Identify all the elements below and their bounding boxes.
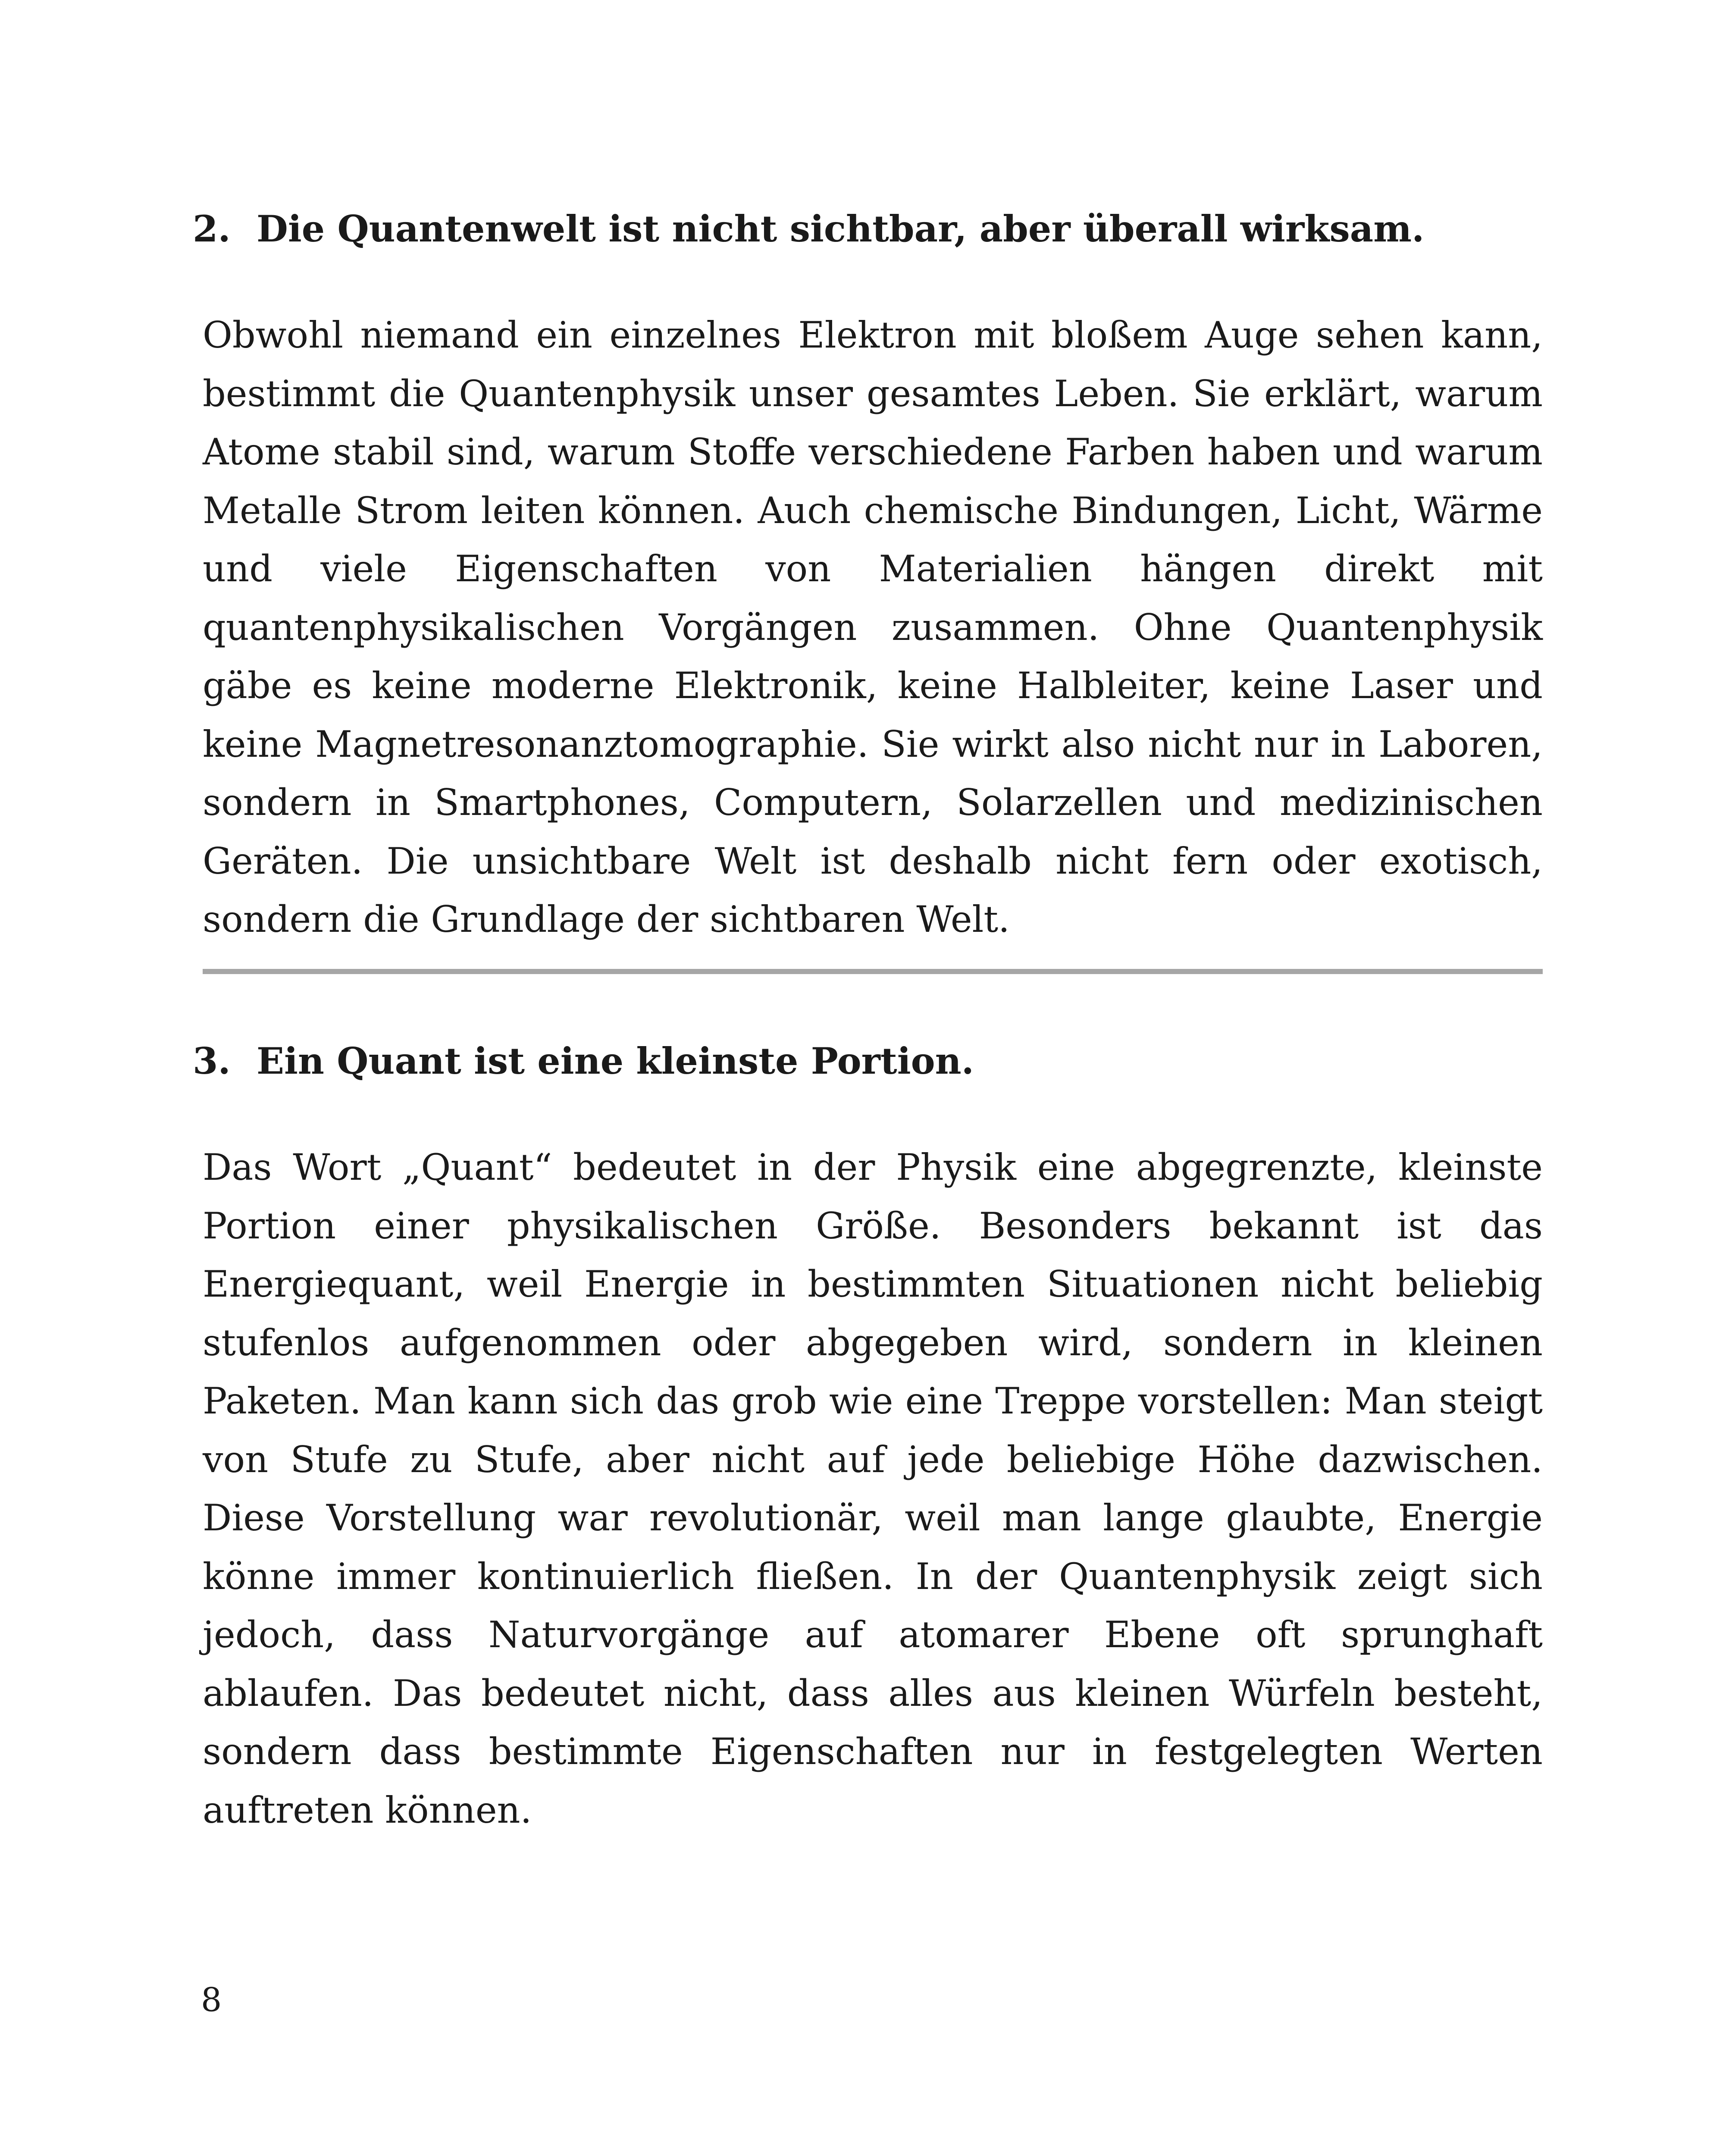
section-number: 3. [193, 1040, 231, 1082]
horizontal-divider [203, 969, 1543, 974]
section-title: Die Quantenwelt ist nicht sichtbar, aber überall wirksam. [257, 207, 1425, 250]
section-number: 2. [193, 207, 231, 250]
section-heading-2 [193, 205, 1572, 253]
section-paragraph-2: Obwohl niemand ein einzelnes Elektron mit bloßem Auge sehen kann, bestimmt die Quantenphysik unser gesamtes Leben. Sie erklärt, warum Atome stabil sind, warum Stoffe verschiedene Farben haben und warum Metalle Strom leiten können. Auch chemische Bindungen, Licht, Wärme und viele Eigenschaften von Materialien hängen direkt mit quantenphysikalischen Vorgängen zusammen. Ohne Quantenphysik gäbe es keine moderne Elektronik, keine Halbleiter, keine Laser und keine Magnetresonanztomographie. Sie wirkt also nicht nur in Laboren, sondern in Smartphones, Computern, Solarzellen und medizinischen Geräten. Die unsichtbare Welt ist deshalb nicht fern oder exotisch, sondern die Grundlage der sichtbaren Welt. [203, 314, 1543, 940]
section-paragraph-3: Das Wort „Quant“ bedeutet in der Physik eine abgegrenzte, kleinste Portion einer physikalischen Größe. Besonders bekannt ist das Energiequant, weil Energie in bestimmten Situationen nicht beliebig stufenlos aufgenommen oder abgegeben wird, sondern in kleinen Paketen. Man kann sich das grob wie eine Treppe vorstellen: Man steigt von Stufe zu Stufe, aber nicht auf jede beliebige Höhe dazwischen. Diese Vorstellung war revolutionär, weil man lange glaubte, Energie könne immer kontinuierlich fließen. In der Quantenphysik zeigt sich jedoch, dass Naturvorgänge auf atomarer Ebene oft sprunghaft ablaufen. Das bedeutet nicht, dass alles aus kleinen Würfeln besteht, sondern dass bestimmte Eigenschaften nur in festgelegten Werten auftreten können. [203, 1146, 1543, 1831]
page-number: 8 [201, 1981, 222, 2019]
section-title: Ein Quant ist eine kleinste Portion. [257, 1040, 974, 1082]
section-heading-3 [193, 1037, 1572, 1085]
